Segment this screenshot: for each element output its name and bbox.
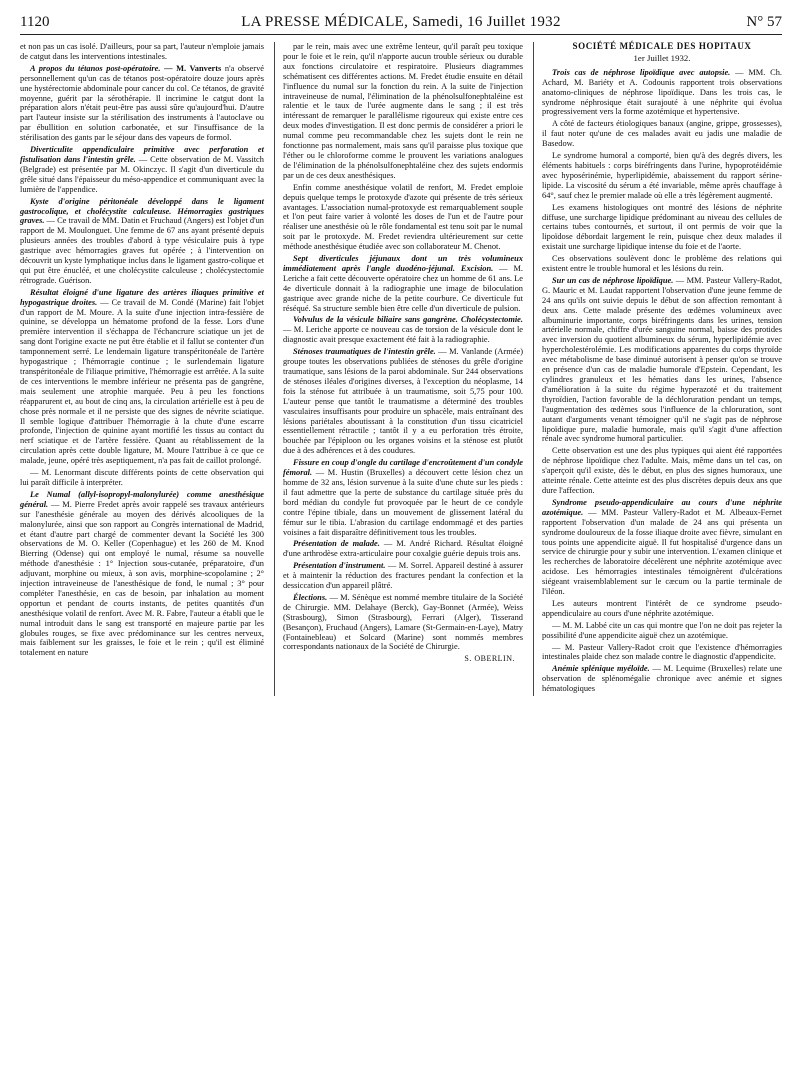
article-paragraph — [542, 664, 782, 694]
journal-title: LA PRESSE MÉDICALE, Samedi, 16 Juillet 1932 — [241, 14, 561, 30]
article-text: — Ce travail de M. Condé (Marine) fait l'objet d'un rapport de M. Moure. A la suite d'une injection intra-fessière de quinine, se développa un hématome profond de la fesse. Lors d'une première intervention il s'échappa de l'échancrure sciatique un jet de sang dont l'origine exacte ne put être établie et il fallut se contenter d'un tamponnement serré. Le lendemain ligature transpéritonéale de l'artère hypogastrique ; l'hémorragie continue ; le surlendemain ligature transpéritonéale de l'iliaque primitive, l'hémorragie est arrêtée. A la suite de ces interventions le membre inférieur ne présenta pas de gangrène, mais seulement une atrophie marquée. Peu à peu les fonctions réapparurent et, au bout de cinq ans, la circulation artérielle est à peu de chose près normale et il ne persiste que des signes de névrite sciatique. Il semble logique d'attribuer l'hémorragie à la chute d'une escarre profonde, l'injection de quinine ayant mortifié les tissus au contact du nerf sciatique et de l'artère fessière. Quant au rétablissement de la circulation après cette double ligature, M. Moure l'attribue à ce que ce malade, jeune, opéré très aseptiquement, n'a pas fait de caillot prolongé. — [20, 297, 264, 466]
article-text: — M. Lequime (Bruxelles) relate une observation de splénomégalie chronique avec anémie et signes hématologiques — [542, 664, 783, 694]
article-heading: Sept diverticules jéjunaux dont un très volumineux immédiatement après l'angle duodéno-jéjunal. Excision. — [282, 254, 523, 273]
article-heading: Diverticulite appendiculaire primitive avec perforation et fistulisation dans l'intestin grêle. — [20, 145, 264, 164]
article-text: — MM. Pasteur Vallery-Radot, G. Mauric et M. Laudat rapportent l'observation d'une jeune femme de 24 ans qu'ils ont suivie depuis le début de son affection remontant à deux ans. Cette malade présente des œdèmes volumineux avec albuminurie importante, corps biréfringents dans les urines, tension artérielle normale, chiffre d'urée sanguine normal, baisse des protides avec inversion du quotient albumineux du sérum, hyperlipidémie avec hypercholestérolémie. Les modifications apparentes du corps thyroïde avec métabolisme de base diminué autorisent à penser qu'on se trouve en présence d'un cas de maladie humorale d'Epstein. Cependant, les cylindres granuleux et les hématies dans les urines, l'absence d'amélioration à la suite du régime hyperazoté et du traitement thyroïdien, l'action favorable de la déchloruration pendant un temps, l'augmentation des œdèmes sous l'influence de la chloruration, sont autant d'arguments venant témoigner qu'il ne s'agit pas de néphrose lipoïdique pure, maladie humorale, mais qu'il s'agit d'une affection rénale avec syndrome humoral particulier. — [542, 275, 783, 444]
article-heading: Volvulus de la vésicule biliaire sans gangrène. Cholécystectomie. — [292, 315, 523, 325]
author-name: — M. Vanverts — [160, 63, 222, 73]
section-heading: SOCIÉTÉ MÉDICALE DES HOPITAUX — [572, 41, 752, 51]
article-paragraph — [20, 490, 264, 658]
article-paragraph — [283, 458, 523, 537]
article-heading: Élections. — [292, 592, 328, 602]
article-text: — MM. Pasteur Vallery-Radot et M. Albeaux-Fernet rapportent l'observation d'un malade de 24 ans qui présenta un syndrome douloureux de la fosse iliaque droite avec fièvre, simulant en tous points une appendicite aiguë. Il fut hospitalisé d'urgence dans un service de chirurgie pour y subir une intervention. L'examen clinique et les recherches de laboratoire décelèrent une néphrite azotémique avec acidose. Les hémorragies intestinales témoignèrent d'ulcérations siégeant vraisemblablement sur le cæcum ou la partie terminale de l'iléon. — [542, 507, 783, 597]
article-text: — M. Leriche a fait cette découverte opératoire chez un homme de 61 ans. Le 4e diverticule donnait à la radiographie une image de biloculation gastrique avec grande niche de la petite courbure. Ce diverticule fut réséqué. Sa structure semble bien être celle d'un diverticule de pulsion. — [282, 263, 523, 313]
article-text: — Cette observation de M. Vassitch (Belgrade) est présentée par M. Okinczyc. Il s'agit d'un diverticule du grêle situé dans l'épaisseur du méso-appendice et communiquant avec la lumière de l'appendice. — [20, 154, 264, 194]
article-paragraph — [283, 183, 523, 252]
article-heading: Syndrome pseudo-appendiculaire au cours d'une néphrite azotémique. — [542, 497, 783, 517]
article-heading: Sténoses traumatiques de l'intestin grêle. — [292, 347, 436, 357]
article-text: Le syndrome humoral a comporté, bien qu'à des degrés divers, les éléments habituels : corps biréfringents dans l'urine, hypoprotéidémie avec hyposérinémie, hyperlipidémie, abaissement du rapport sérine-lipide. La viscosité du sérum a été invariable, même après chauffage à 64°, sauf chez le premier malade où elle a très légèrement augmenté. — [542, 151, 783, 200]
article-paragraph — [542, 254, 782, 274]
article-text: Ces observations soulèvent donc le problème des relations qui existent entre le trouble humoral et les lésions du rein. — [542, 254, 783, 274]
columns — [20, 42, 782, 696]
article-text: n'a observé personnellement qu'un cas de tétanos post-opératoire douze jours après une hystérectomie abdominale pour cancer du col. Ce tétanos, de gravité moyenne, guérit par la sérothérapie. Il incrimine le catgut dont la préparation alors n'était peut-être pas aussi sûre qu'aujourd'hui. D'autre part l'auteur insiste sur la stérilisation des instruments à l'autoclave ou par ébullition en solution carbonatée, et sur l'insuffisance de la stérilisation des gants par le séjour dans des vapeurs de formol. — [20, 63, 264, 143]
article-text: — M. André Richard. Résultat éloigné d'une arthrodèse extra-articulaire pour coxalgie guérie depuis trois ans. — [282, 539, 523, 559]
article-paragraph — [20, 145, 264, 195]
article-paragraph — [283, 254, 523, 313]
article-heading: Présentation d'instrument. — [292, 561, 386, 571]
article-text: — M. M. Labbé cite un cas qui montre que l'on ne doit pas rejeter la possibilité d'une appendicite aiguë chez un azotémique. — [542, 620, 783, 640]
article-text: — M. Vanlande (Armée) groupe toutes les observations publiées de sténoses du grêle d'origine traumatique, sans lésions de la paroi abdominale. Sur 244 observations de sténoses iléales d'origines diverses, à l'exception du néoplasme, 14 fois la sténose fut attribuée à un traumatisme, soit 5,75 pour 100. L'auteur pense que tantôt le traumatisme a déterminé des troubles vasculaires insuffisants pour produire un sphacèle, mais entraînant des lésions pariétales aboutissant à la constitution d'un tissu cicatriciel essentiellement rétractile ; tantôt il y a eu perforation très étroite, bouchée par l'épiploon ou les organes voisins et la sténose est plutôt due à des adhérences et à des coudures. — [282, 347, 523, 456]
article-paragraph — [20, 288, 264, 466]
article-paragraph — [20, 197, 264, 286]
article-heading: Trois cas de néphrose lipoïdique avec autopsie. — [552, 67, 731, 77]
article-text: — M. Pasteur Vallery-Radot croit que l'existence d'hémorragies intestinales plaide chez son malade contre le diagnostic d'appendicite. — [542, 642, 783, 662]
article-heading: Présentation de malade. — [292, 539, 380, 549]
article-paragraph — [283, 539, 523, 559]
article-paragraph — [283, 347, 523, 456]
article-paragraph — [283, 42, 523, 181]
article-paragraph — [283, 593, 523, 652]
article-heading: Le Numal (allyl-isopropyl-malonylurée) comme anesthésique général. — [20, 489, 264, 509]
article-text: et non pas un cas isolé. D'ailleurs, pour sa part, l'auteur n'emploie jamais de catgut dans les interventions intestinales. — [20, 42, 264, 61]
article-heading: Sur un cas de néphrose lipoïdique. — [552, 275, 674, 285]
article-text: A côté de facteurs étiologiques banaux (angine, grippe, grossesses), il faut noter qu'une de ces malades avait eu jadis une maladie de Basedow. — [542, 119, 783, 149]
article-text: Les auteurs montrent l'intérêt de ce syndrome pseudo-appendiculaire au cours d'une néphrite azotémique. — [542, 598, 783, 618]
article-text: — M. Sénèque est nommé membre titulaire de la Société de Chirurgie. MM. Delahaye (Berck), Gay-Bonnet (Armée), Weiss (Strasbourg), Simon (Strasbourg), Ferrari (Alger), Tisserand (Besançon), Fruchaud (Angers), Lamare (St-Germain-en-Laye), Matry (Fontainebleau) et Solcard (Marine) sont nommés membres correspondants nationaux de la Société de Chirurgie. — [282, 592, 523, 652]
column-3-body — [542, 68, 782, 694]
article-heading: Fissure en coup d'ongle du cartilage d'encroûtement d'un condyle fémoral. — [282, 458, 523, 478]
article-text: par le rein, mais avec une extrême lenteur, qu'il paraît peu toxique pour le foie et le rein, qu'il n'apporte aucun trouble sérieux ou durable aux fonctions circulatoire et respiratoire. Plusieurs diagrammes schématisent ces différentes actions. M. Fredet étudie ensuite en détail l'influence du numal sur la fonction du rein. A la suite de l'injection intraveineuse de numal, l'élimination de la phénolsulfonephtaléine est ralentie et le taux de l'urée augmente dans le sang ; il est très intéressant de remarquer le parallélisme rigoureux qui existe entre ces deux modes d'investigation. Il est donc permis de considérer a priori le numal comme peu recommandable chez les sujets dont le rein ne fonctionne pas normalement, mais sans qu'il paraisse plus toxique que l'éther ou le chloroforme comme le prouvent les variations analogues de l'élimination de la phénolsulfonephtaléine chez des sujets endormis par un de ces deux anesthésiques. — [282, 42, 523, 180]
article-text: — M. Hustin (Bruxelles) a découvert cette lésion chez un homme de 32 ans, lésion survenue à la suite d'une chute sur les pieds : il faut admettre que la perte de substance du cartilage située près du bord médian du condyle fut provoquée par le heurt de ce condyle contre l'épine tibiale, dans un mouvement de glissement latéral du fémur sur le tibia. L'abrasion du cartilage endommagé et des parties voisines a fait disparaître définitivement tous les troubles. — [282, 468, 523, 537]
article-text: — M. Lenormant discute différents points de cette observation qui lui paraît difficile à interpréter. — [20, 468, 264, 487]
article-text: Enfin comme anesthésique volatil de renfort, M. Fredet emploie depuis quelque temps le protoxyde d'azote qui présente de très sérieux avantages. L'association numal-protoxyde est remarquablement souple et l'on peut faire varier à volonté les doses de l'un et de l'autre pour réaliser une anesthésie où le rôle fondamental est tenu soit par le numal soit par le protoxyde. M. Fredet reviendra ultérieurement sur cette méthode anesthésique étudiée avec son collaborateur M. Chenot. — [282, 182, 523, 252]
column-1 — [20, 42, 264, 696]
article-heading: Kyste d'origine péritonéale développé dans le ligament gastrocolique, et cholécystite calculeuse. Hémorragies gastriques graves. — [20, 196, 264, 226]
article-paragraph — [542, 621, 782, 641]
article-paragraph — [542, 119, 782, 149]
issue-number: N° 57 — [746, 14, 782, 30]
article-paragraph — [542, 151, 782, 201]
article-text: — M. Leriche apporte ce nouveau cas de torsion de la vésicule dont le diagnostic avait presque exactement été fait à la radiographie. — [282, 325, 523, 345]
article-paragraph — [542, 446, 782, 496]
article-paragraph — [542, 643, 782, 663]
article-paragraph — [542, 68, 782, 118]
article-text: Cette observation est une des plus typiques qui aient été rapportées de néphrose lipoïdique chez l'adulte. Mais, même dans un tel cas, on s'aperçoit qu'il existe, dès le début, en plus des signes humoraux, une atteinte rénale. Cette atteinte est des plus discrètes depuis deux ans que dure l'affection. — [542, 446, 783, 495]
article-text: — M. Pierre Fredet après avoir rappelé ses travaux antérieurs sur l'anesthésie générale au moyen des dérivés alcooliques de la malonylurée, ainsi que son rapport au Congrès international de Madrid, et étant d'autre part chargé de commenter devant la Société les 300 observations de M. O. Keller (Copenhague) et les 260 de M. Knod Bierring (Odense) qui ont employé le numal, résume sa nouvelle méthode d'anesthésie : 1° Injection sous-cutanée, préparatoire, d'un adjuvant, morphine ou mieux, à son avis, morphine-scopolamine ; 2° injection intraveineuse de l'anesthésique de fond, le numal ; 3° pour compléter l'anesthésie, en cas de besoin, par inhalation au moment opportun et pendant de courts instants, de petites quantités d'un anesthésique volatil de renfort. Avec M. R. Fabre, l'auteur a établi que le numal introduit dans le sang est transporté en majeure partie par les globules rouges, se fixe avec prédominance sur les centres nerveux, mais faiblement sur les graisses, le foie et le rein ; qu'il est éliminé totalement en nature — [20, 499, 264, 658]
article-paragraph — [20, 64, 264, 143]
article-paragraph — [283, 561, 523, 591]
article-heading: Anémie splénique myéloïde. — [552, 664, 650, 674]
article-paragraph — [20, 42, 264, 62]
column-3 — [533, 42, 782, 696]
article-text: — MM. Ch. Achard, M. Bariéty et A. Codounis rapportent trois observations anatomo-cliniques de néphrose lipoïdique. Dans les trois cas, le syndrome néphrosique était surajouté à une néphrite qui évolua progressivement vers la forme azotémique et hypertensive. — [542, 67, 783, 117]
article-heading: A propos du tétanos post-opératoire. — [30, 63, 161, 73]
signature: S. OBERLIN. — [464, 654, 515, 664]
article-paragraph — [542, 203, 782, 253]
article-paragraph — [542, 498, 782, 597]
article-text: — M. Sorrel. Appareil destiné à assurer et à maintenir la réduction des fractures pendant la confection et la dessiccation d'un appareil plâtré. — [282, 561, 523, 591]
column-2 — [274, 42, 523, 696]
article-text: Les examens histologiques ont montré des lésions de néphrite diffuse, une surcharge lipidique prédominant au niveau des cellules de certains tubes contournés, et surtout, il ont permis de voir que la lipoïdose débordait largement le rein, puisque chez deux malades il existait une surcharge lipidique intense du foie et de l'aorte. — [542, 202, 783, 252]
article-paragraph — [542, 276, 782, 444]
article-paragraph — [283, 315, 523, 345]
article-paragraph — [20, 468, 264, 488]
page-number: 1120 — [20, 14, 50, 30]
article-heading: Résultat éloigné d'une ligature des artères iliaques primitive et hypogastrique droites. — [20, 287, 264, 307]
article-paragraph — [542, 599, 782, 619]
article-text: — Ce travail de MM. Datin et Fruchaud (Angers) est l'objet d'un rapport de M. Moulonguet. Une femme de 67 ans ayant présenté depuis plusieurs années des troubles d'abord à type vésiculaire puis à type gastrique avec hémorragies graves fut opérée ; à l'intervention on découvrit un kyste lymphatique inclus dans le ligament gastro-colique et qui put être énucléé, et une cholécystite calculeuse ; cholécystectomie rétrograde. Guérison. — [20, 216, 264, 285]
page-header — [20, 14, 782, 35]
section-date: 1er Juillet 1932. — [633, 52, 691, 63]
